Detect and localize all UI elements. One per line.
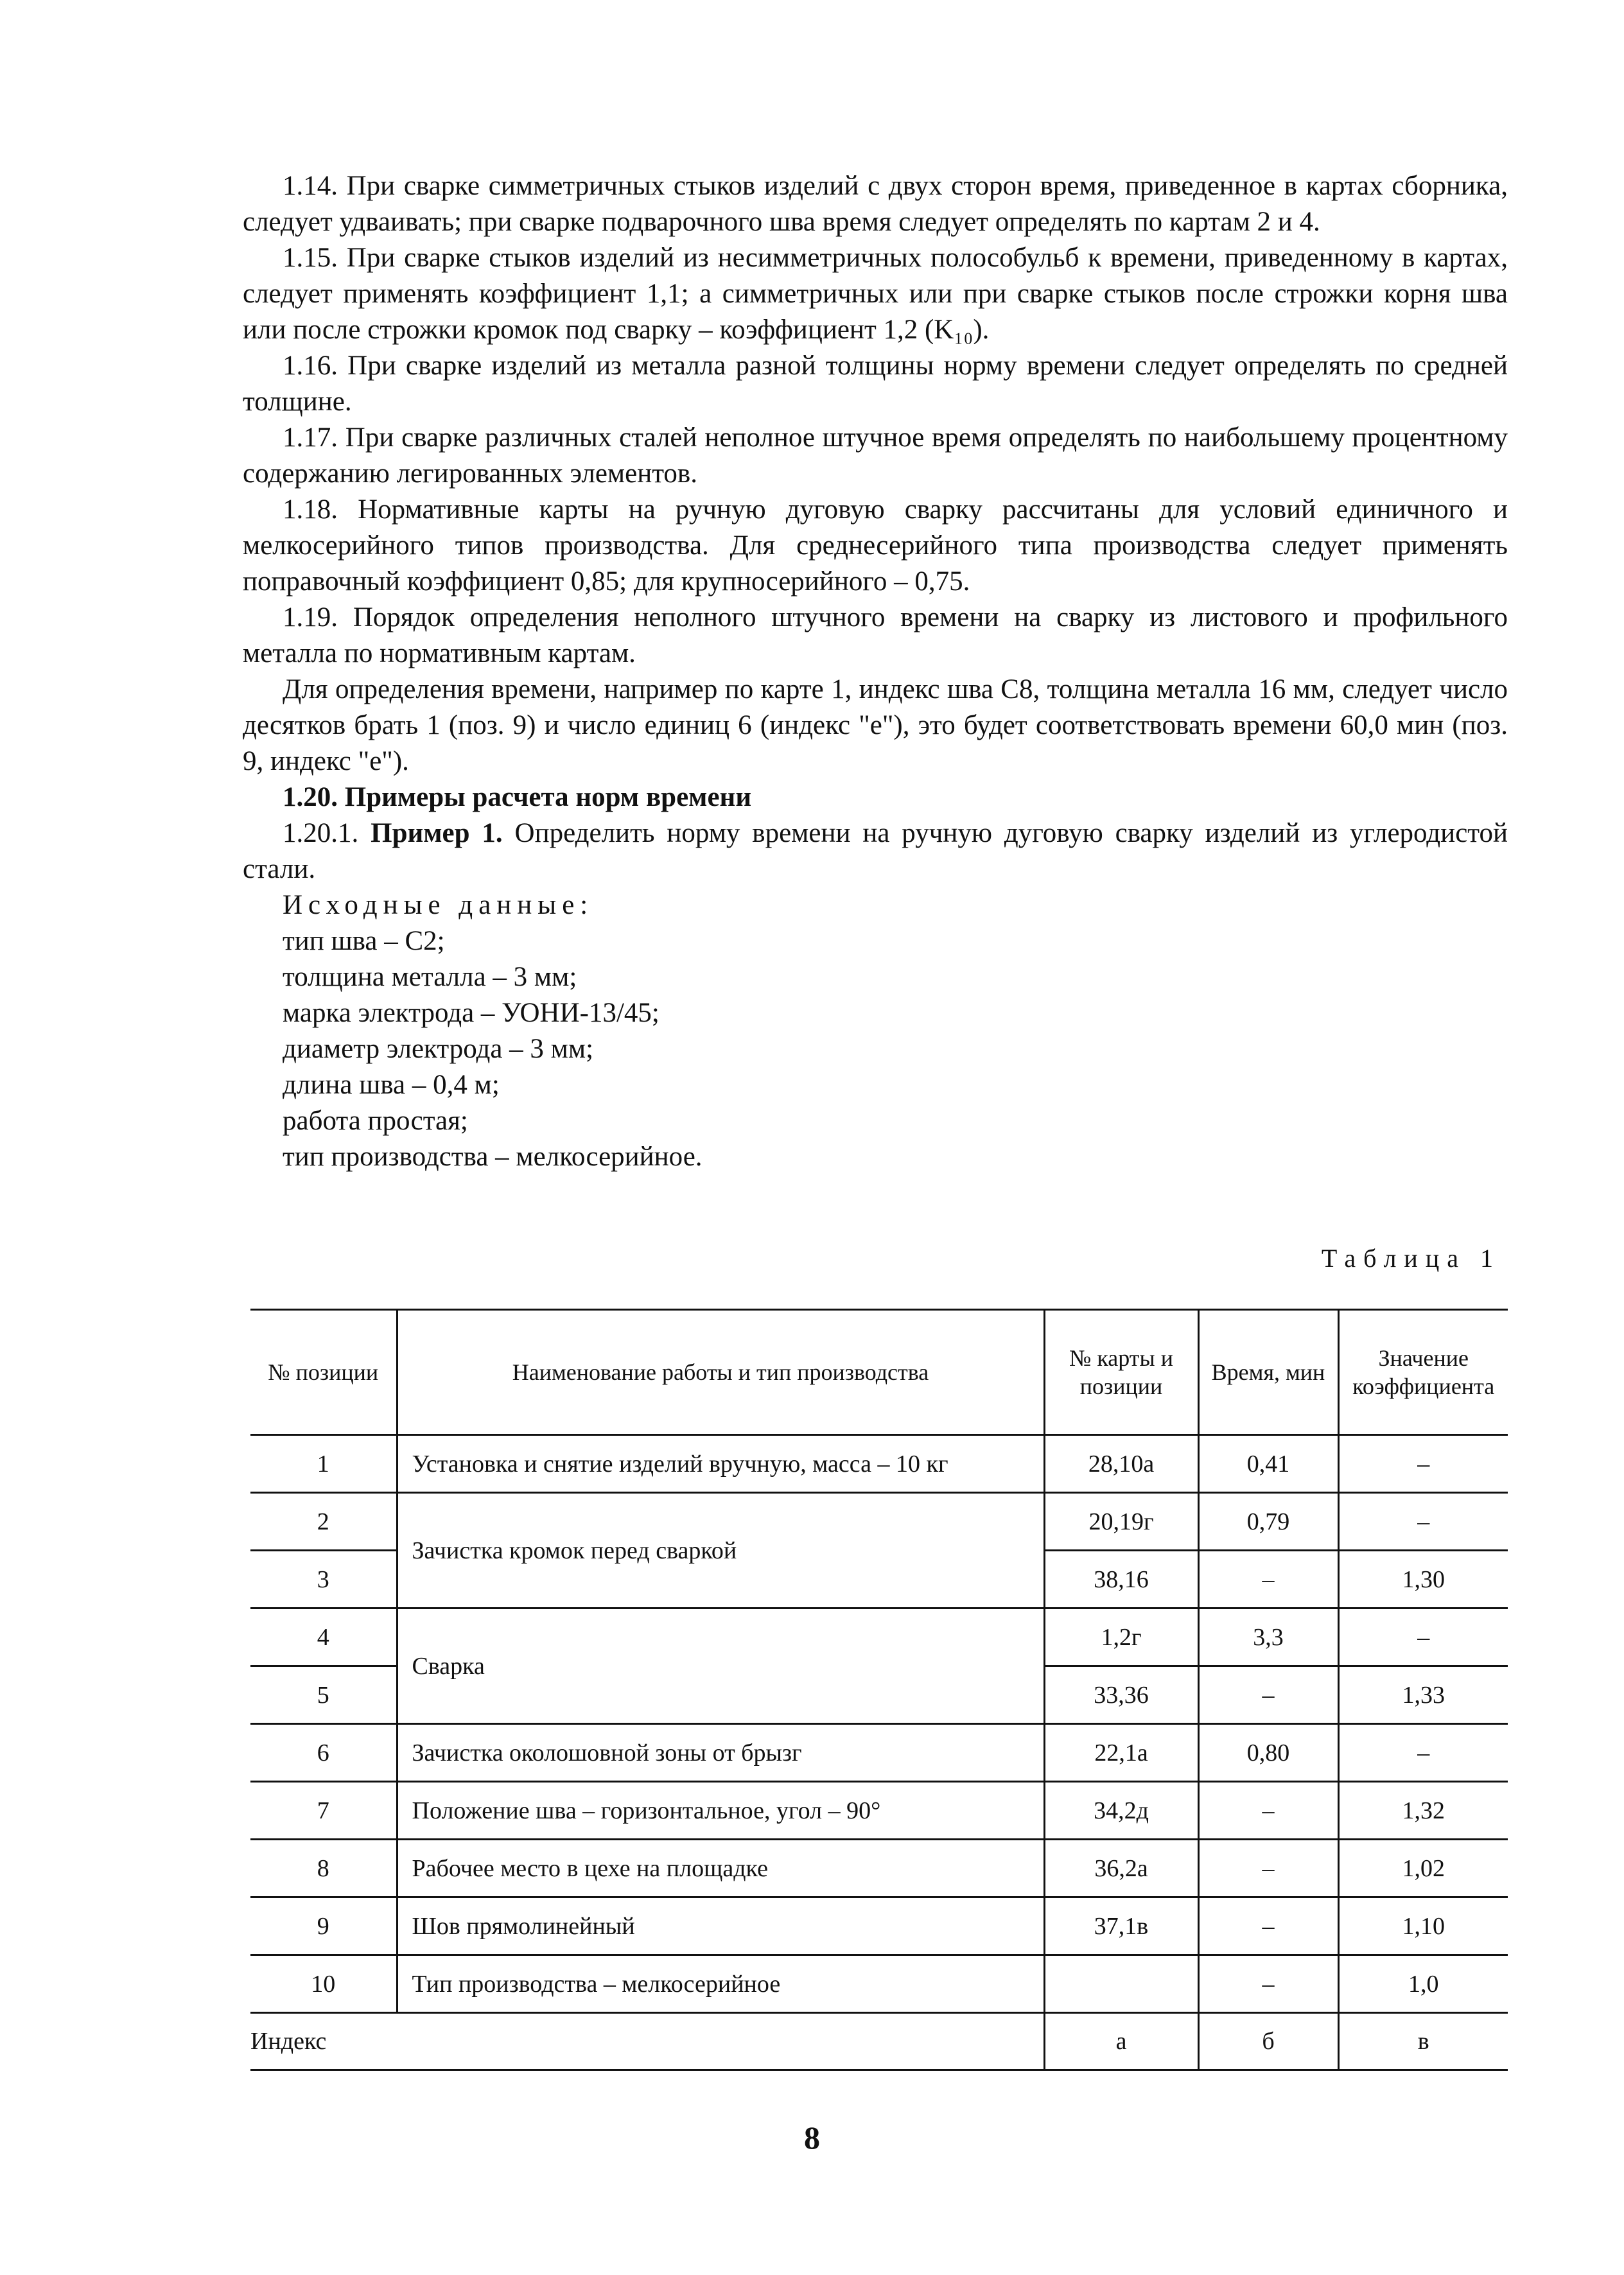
norms-table: [250, 1309, 1508, 2071]
index-label: Индекс: [250, 2013, 1044, 2070]
table-row: [250, 1724, 1508, 1782]
cell-time: –: [1198, 1551, 1338, 1608]
list-item: тип производства – мелкосерийное.: [283, 1142, 703, 1172]
header-card: № карты и позиции: [1044, 1310, 1198, 1435]
cell-pos: 6: [250, 1724, 397, 1782]
cell-name: Установка и снятие изделий вручную, масса – 10 кг: [397, 1435, 1044, 1493]
cell-time: 3,3: [1198, 1608, 1338, 1666]
cell-name: Рабочее место в цехе на площадке: [397, 1840, 1044, 1897]
table-row: [250, 1955, 1508, 2013]
cell-time: –: [1198, 1897, 1338, 1955]
cell-pos: 1: [250, 1435, 397, 1493]
header-coef: Значение коэффициента: [1338, 1310, 1508, 1435]
index-card: а: [1044, 2013, 1198, 2070]
paragraph-1-17: 1.17. При сварке различных сталей неполное штучное время определять по наибольшему процентному содержанию легированных элементов.: [243, 423, 1508, 489]
table-row: [250, 1493, 1508, 1551]
cell-name: Зачистка кромок перед сваркой: [397, 1493, 1044, 1608]
list-item: толщина металла – 3 мм;: [283, 962, 577, 992]
table-header-row: [250, 1310, 1508, 1435]
example-number: 1.20.1.: [283, 818, 359, 848]
cell-card: 37,1в: [1044, 1897, 1198, 1955]
cell-card: 34,2д: [1044, 1782, 1198, 1840]
cell-coef: –: [1338, 1493, 1508, 1551]
header-time: Время, мин: [1198, 1310, 1338, 1435]
cell-coef: 1,10: [1338, 1897, 1508, 1955]
index-time: б: [1198, 2013, 1338, 2070]
cell-pos: 7: [250, 1782, 397, 1840]
cell-pos: 10: [250, 1955, 397, 2013]
list-item: работа простая;: [283, 1106, 468, 1136]
cell-card: 33,36: [1044, 1666, 1198, 1724]
cell-time: –: [1198, 1782, 1338, 1840]
cell-card: 28,10а: [1044, 1435, 1198, 1493]
cell-coef: –: [1338, 1724, 1508, 1782]
table-caption: Таблица 1: [1321, 1244, 1501, 1273]
cell-card: [1044, 1955, 1198, 2013]
cell-time: 0,80: [1198, 1724, 1338, 1782]
cell-name: Зачистка околошовной зоны от брызг: [397, 1724, 1044, 1782]
cell-coef: –: [1338, 1608, 1508, 1666]
list-item: длина шва – 0,4 м;: [283, 1070, 500, 1100]
header-name: Наименование работы и тип производства: [397, 1310, 1044, 1435]
cell-time: –: [1198, 1955, 1338, 2013]
paragraph-1-14: 1.14. При сварке симметричных стыков изделий с двух сторон время, приведенное в картах сборника, следует удваивать; при сварке подварочного шва время следует определять по картам 2 и 4.: [243, 171, 1508, 237]
cell-time: –: [1198, 1840, 1338, 1897]
header-position: № позиции: [250, 1310, 397, 1435]
cell-pos: 9: [250, 1897, 397, 1955]
list-item: диаметр электрода – 3 мм;: [283, 1034, 594, 1064]
list-item: тип шва – С2;: [283, 926, 445, 956]
table-row: [250, 1840, 1508, 1897]
cell-pos: 5: [250, 1666, 397, 1724]
body-text: [243, 168, 1508, 1175]
table-index-row: [250, 2013, 1508, 2070]
page-number: 8: [804, 2120, 820, 2156]
cell-coef: 1,33: [1338, 1666, 1508, 1724]
cell-coef: –: [1338, 1435, 1508, 1493]
paragraph-1-20-1: [243, 815, 1508, 887]
cell-pos: 3: [250, 1551, 397, 1608]
cell-coef: 1,0: [1338, 1955, 1508, 2013]
paragraph-1-15: 1.15. При сварке стыков изделий из несимметричных полособульб к времени, приведенному в картах, следует применять коэффициент 1,1; а симметричных или при сварке стыков после строжки корня шва или после строжки кромок под сварку – коэффициент 1,2 (K₁₀).: [243, 243, 1508, 345]
cell-coef: 1,02: [1338, 1840, 1508, 1897]
table-row: [250, 1782, 1508, 1840]
cell-coef: 1,30: [1338, 1551, 1508, 1608]
cell-name: Положение шва – горизонтальное, угол – 90°: [397, 1782, 1044, 1840]
cell-card: 20,19г: [1044, 1493, 1198, 1551]
cell-card: 1,2г: [1044, 1608, 1198, 1666]
cell-time: –: [1198, 1666, 1338, 1724]
cell-name: Сварка: [397, 1608, 1044, 1724]
cell-pos: 2: [250, 1493, 397, 1551]
cell-card: 22,1а: [1044, 1724, 1198, 1782]
table-row: [250, 1608, 1508, 1666]
heading-1-20: 1.20. Примеры расчета норм времени: [283, 782, 752, 812]
paragraph-1-19: 1.19. Порядок определения неполного штучного времени на сварку из листового и профильного металла по нормативным картам.: [243, 602, 1508, 668]
cell-card: 36,2а: [1044, 1840, 1198, 1897]
paragraph-1-16: 1.16. При сварке изделий из металла разной толщины норму времени следует определять по средней толщине.: [243, 351, 1508, 417]
cell-time: 0,79: [1198, 1493, 1338, 1551]
cell-name: Тип производства – мелкосерийное: [397, 1955, 1044, 2013]
cell-pos: 4: [250, 1608, 397, 1666]
index-coef: в: [1338, 2013, 1508, 2070]
cell-name: Шов прямолинейный: [397, 1897, 1044, 1955]
source-data-title: Исходные данные:: [283, 890, 594, 920]
paragraph-example-intro: Для определения времени, например по карте 1, индекс шва С8, толщина металла 16 мм, следует число десятков брать 1 (поз. 9) и число единиц 6 (индекс "е"), это будет соответствовать времени 60,0 мин (поз. 9, индекс "е").: [243, 674, 1508, 776]
table-row: [250, 1897, 1508, 1955]
example-title: Пример 1.: [371, 818, 503, 848]
list-item: марка электрода – УОНИ-13/45;: [283, 998, 659, 1028]
source-data-list: [243, 923, 1508, 1175]
paragraph-1-18: 1.18. Нормативные карты на ручную дуговую сварку рассчитаны для условий единичного и мелкосерийного типов производства. Для среднесерийного типа производства следует применять поправочный коэффициент 0,85; для крупносерийного – 0,75.: [243, 494, 1508, 597]
cell-pos: 8: [250, 1840, 397, 1897]
table-row: [250, 1435, 1508, 1493]
example-text: Определить норму времени на ручную дуговую сварку изделий из углеродистой стали.: [243, 818, 1508, 884]
cell-time: 0,41: [1198, 1435, 1338, 1493]
cell-coef: 1,32: [1338, 1782, 1508, 1840]
cell-card: 38,16: [1044, 1551, 1198, 1608]
